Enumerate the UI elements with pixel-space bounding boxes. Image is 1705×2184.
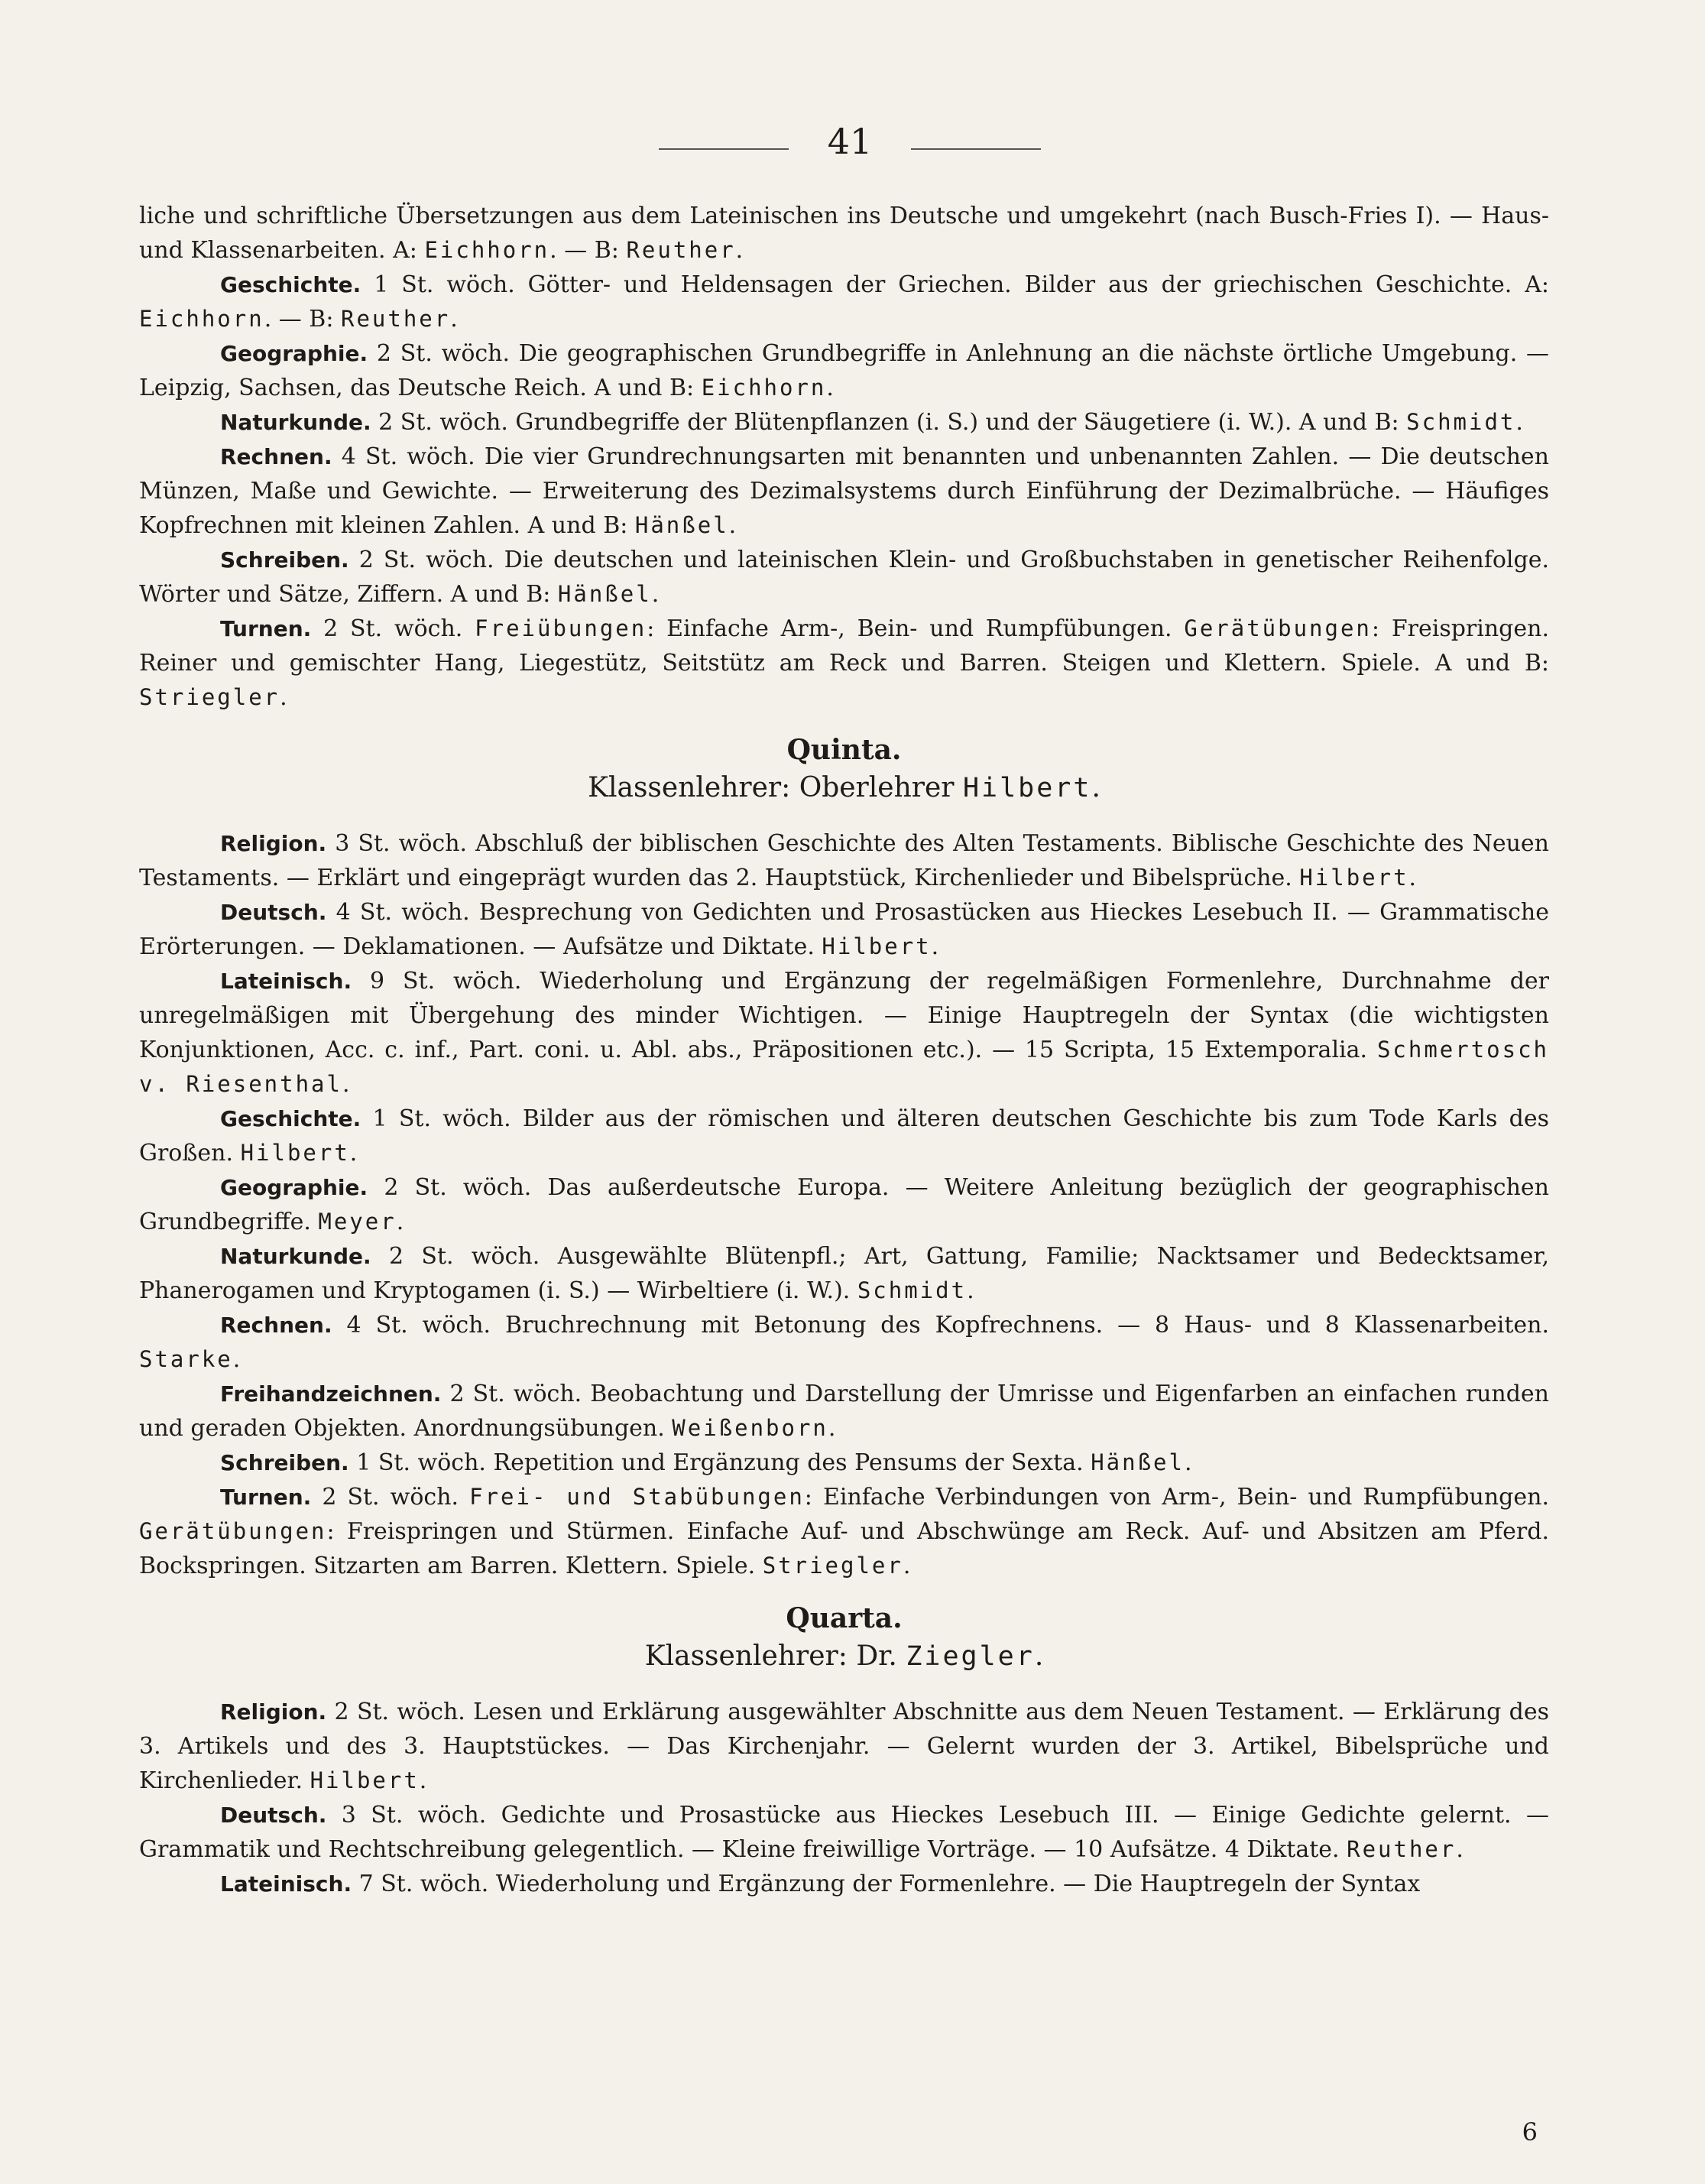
subject-paragraph <box>139 1695 1549 1798</box>
subject-paragraph <box>139 405 1549 440</box>
subject-text: 4 St. wöch. Die vier Grundrechnungsarten mit benannten und unbenannten Zahlen. — Die deutschen Münzen, Maße und Gewichte. — Erweiterung des Dezimalsystems durch Einführung der Dezimalbrüche. — Häufiges Kopfrechnen mit kleinen Zahlen. A und B: <box>139 443 1549 539</box>
subject-text: 1 St. wöch. Götter- und Heldensagen der Griechen. Bilder aus der griechischen Geschichte. A: <box>361 271 1549 298</box>
teacher-name: Starke <box>139 1346 233 1372</box>
subject-label: Lateinisch. <box>220 1871 352 1897</box>
subject-paragraph <box>139 612 1549 715</box>
teacher-name: Reuther <box>1347 1836 1457 1862</box>
subject-label: Schreiben. <box>220 547 349 573</box>
subject-paragraph <box>139 440 1549 543</box>
subject-text: 2 St. wöch. Beobachtung und Darstellung der Umrisse und Eigenfarben an einfachen runden und geraden Objekten. Anordnungsübungen. <box>139 1381 1549 1442</box>
subject-text: : Einfache Arm-, Bein- und Rumpfübungen. <box>647 615 1185 642</box>
subject-paragraph <box>139 1798 1549 1867</box>
subject-paragraph <box>139 543 1549 612</box>
period: . <box>396 1209 404 1235</box>
period: . <box>450 306 458 333</box>
period: . <box>1091 772 1100 803</box>
period: . <box>651 581 660 608</box>
teacher-name: Schmidt <box>857 1277 968 1303</box>
subject-text: 3 St. wöch. Gedichte und Prosastücke aus Hieckes Lesebuch III. — Einige Gedichte gelernt. — Grammatik und Rechtschreibung gelegentlich. — Kleine freiwillige Vorträge. — 10 Aufsätze. 4 Diktate. <box>139 1802 1549 1863</box>
document-page <box>139 115 1549 2147</box>
subject-text: 4 St. wöch. Besprechung von Gedichten und Prosastücken aus Hieckes Lesebuch II. — Grammatische Erörterungen. — Deklamationen. — Aufsätze und Diktate. <box>139 899 1549 960</box>
period: . <box>728 512 737 539</box>
page-header <box>139 121 1549 167</box>
subject-text: : Freispringen. Reiner und gemischter Hang, Liegestütz, Seitstütz am Reck und Barren. Steigen und Klettern. Spiele. A und B: <box>139 615 1549 677</box>
period: . <box>1034 1640 1044 1672</box>
subject-paragraph <box>139 268 1549 336</box>
period: . <box>1408 865 1417 891</box>
section-title-quinta: Quinta. <box>786 734 902 766</box>
subject-text: 3 St. wöch. Abschluß der biblischen Geschichte des Alten Testaments. Biblische Geschichte des Neuen Testaments. — Erklärt und eingeprägt wurden das 2. Hauptstück, Kirchenlieder und Bibelsprüche. <box>139 830 1549 891</box>
period: . <box>232 1346 241 1373</box>
teacher-name: Hilbert <box>962 773 1092 803</box>
subject-text: 2 St. wöch. Ausgewählte Blütenpfl.; Art, Gattung, Familie; Nacktsamer und Bedecktsamer, Phanerogamen und Kryptogamen (i. S.) — Wirbeltiere (i. W.). <box>139 1243 1549 1304</box>
subject-label: Naturkunde. <box>220 410 371 435</box>
period: . <box>903 1553 911 1579</box>
exercise-type: Freiübungen <box>475 615 647 641</box>
subject-separator: . — B: <box>264 306 341 333</box>
subject-text: 9 St. wöch. Wiederholung und Ergänzung der regelmäßigen Formenlehre, Durchnahme der unregelmäßigen mit Übergehung des minder Wichtigen. — Einige Hauptregeln der Syntax (die wichtigsten Konjunktionen, Acc. c. inf., Part. coni. u. Abl. abs., Präpositionen etc.). — 15 Scripta, 15 Extemporalia. <box>139 968 1549 1063</box>
teacher-name: Schmidt <box>1406 409 1516 435</box>
subject-paragraph <box>139 1239 1549 1308</box>
subject-label: Geographie. <box>220 1175 368 1200</box>
intro-separator: . — B: <box>549 237 627 264</box>
period: . <box>1515 409 1523 436</box>
teacher-name: Hänßel <box>557 581 652 607</box>
teacher-name: Ziegler <box>906 1641 1035 1672</box>
period: . <box>1184 1449 1192 1476</box>
subject-paragraph <box>139 826 1549 895</box>
period: . <box>349 1140 358 1167</box>
page-number: 41 <box>827 121 873 162</box>
subject-label: Turnen. <box>220 616 312 641</box>
section-title-quarta: Quarta. <box>786 1602 903 1634</box>
subject-label: Rechnen. <box>220 444 332 469</box>
subject-text: 2 St. wöch. Die deutschen und lateinischen Klein- und Großbuchstaben in genetischer Reihenfolge. Wörter und Sätze, Ziffern. A und B: <box>139 547 1549 608</box>
subject-text: 2 St. wöch. Lesen und Erklärung ausgewählter Abschnitte aus dem Neuen Testament. — Erklärung des 3. Artikels und des 3. Hauptstückes. — Das Kirchenjahr. — Gelernt wurden der 3. Artikel, Bibelsprüche und Kirchenlieder. <box>139 1699 1549 1794</box>
subject-paragraph <box>139 895 1549 964</box>
teacher-name: Eichhorn <box>139 306 264 332</box>
period: . <box>1456 1836 1464 1863</box>
period: . <box>931 933 939 960</box>
teacher-name: Reuther <box>626 237 736 263</box>
intro-text: liche und schriftliche Übersetzungen aus dem Lateinischen ins Deutsche und umgekehrt (nach Busch-Fries I). — Haus- und Klassenarbeiten. A: <box>139 203 1549 264</box>
teacher-name: Eichhorn <box>424 237 550 263</box>
subject-paragraph <box>139 1102 1549 1170</box>
class-teacher-quinta <box>139 768 1549 808</box>
header-rule-left <box>659 148 789 150</box>
exercise-type: Frei- und Stabübungen <box>469 1484 805 1510</box>
subject-label: Religion. <box>220 1699 327 1725</box>
subject-label: Lateinisch. <box>220 969 352 994</box>
subject-text: : Einfache Verbindungen von Arm-, Bein- und Rumpfübungen. <box>804 1484 1549 1511</box>
class-teacher-prefix: Klassenlehrer: Dr. <box>644 1640 906 1672</box>
teacher-name: Hänßel <box>1091 1449 1185 1475</box>
class-teacher-prefix: Klassenlehrer: Oberlehrer <box>588 772 963 803</box>
teacher-name: Hilbert <box>310 1767 420 1793</box>
subject-text: 7 St. wöch. Wiederholung und Ergänzung der Formenlehre. — Die Hauptregeln der Syntax <box>352 1871 1421 1897</box>
period: . <box>419 1767 427 1794</box>
subject-text: 2 St. wöch. Grundbegriffe der Blütenpflanzen (i. S.) und der Säugetiere (i. W.). A und B: <box>371 409 1407 436</box>
period: . <box>342 1071 350 1098</box>
subject-label: Religion. <box>220 831 327 856</box>
period: . <box>826 375 834 401</box>
subject-paragraph <box>139 1446 1549 1480</box>
exercise-type: Gerätübungen <box>139 1518 327 1544</box>
subject-label: Geschichte. <box>220 1106 361 1131</box>
subject-label: Rechnen. <box>220 1313 332 1338</box>
class-teacher-quarta <box>139 1637 1549 1676</box>
exercise-type: Gerätübungen <box>1184 615 1372 641</box>
subject-text: 4 St. wöch. Bruchrechnung mit Betonung des Kopfrechnens. — 8 Haus- und 8 Klassenarbeiten. <box>332 1312 1549 1339</box>
subject-label: Deutsch. <box>220 900 327 925</box>
subject-label: Schreiben. <box>220 1450 349 1475</box>
subject-label: Turnen. <box>220 1485 312 1510</box>
subject-paragraph <box>139 1480 1549 1583</box>
teacher-name: Schmertosch v. Riesenthal <box>139 1037 1549 1097</box>
subject-paragraph <box>139 1377 1549 1446</box>
teacher-name: Hilbert <box>240 1140 350 1166</box>
body-text <box>139 199 1549 1901</box>
teacher-name: Hänßel <box>634 512 729 538</box>
teacher-name: Hilbert <box>822 933 932 959</box>
period: . <box>828 1415 836 1442</box>
subject-paragraph <box>139 1308 1549 1377</box>
header-rule-right <box>911 148 1041 150</box>
subject-text: 2 St. wöch. <box>311 1484 470 1511</box>
period: . <box>280 684 287 711</box>
intro-paragraph <box>139 199 1549 268</box>
subject-label: Freihandzeichnen. <box>220 1381 442 1407</box>
subject-label: Geographie. <box>220 341 368 366</box>
subject-label: Geschichte. <box>220 272 361 297</box>
teacher-name: Hilbert <box>1299 865 1409 891</box>
subject-text: 2 St. wöch. Das außerdeutsche Europa. — Weitere Anleitung bezüglich der geographischen Grundbegriffe. <box>139 1174 1549 1235</box>
subject-text: : Freispringen und Stürmen. Einfache Auf- und Abschwünge am Reck. Auf- und Absitzen am Pferd. Bockspringen. Sitzarten am Barren. Klettern. Spiele. <box>139 1518 1549 1579</box>
teacher-name: Striegler <box>139 684 280 710</box>
subject-label: Naturkunde. <box>220 1244 371 1269</box>
teacher-name: Weißenborn <box>672 1415 828 1441</box>
subject-text: 1 St. wöch. Repetition und Ergänzung des Pensums der Sexta. <box>348 1449 1091 1476</box>
teacher-name: Eichhorn <box>701 375 827 401</box>
subject-text: 2 St. wöch. Die geographischen Grundbegriffe in Anlehnung an die nächste örtliche Umgebung. — Leipzig, Sachsen, das Deutsche Reich. A und B: <box>139 340 1549 401</box>
teacher-name: Meyer <box>318 1209 397 1235</box>
subject-paragraph <box>139 1170 1549 1239</box>
period: . <box>967 1277 974 1304</box>
subject-label: Deutsch. <box>220 1803 327 1828</box>
subject-paragraph <box>139 1867 1549 1901</box>
period: . <box>735 237 744 264</box>
subject-paragraph <box>139 336 1549 405</box>
teacher-name: Reuther <box>341 306 451 332</box>
subject-text: 2 St. wöch. <box>311 615 475 642</box>
subject-paragraph <box>139 964 1549 1102</box>
teacher-name: Striegler <box>762 1553 903 1579</box>
signature-mark: 6 <box>1522 2117 1538 2147</box>
subject-text: 1 St. wöch. Bilder aus der römischen und älteren deutschen Geschichte bis zum Tode Karls des Großen. <box>139 1105 1549 1167</box>
